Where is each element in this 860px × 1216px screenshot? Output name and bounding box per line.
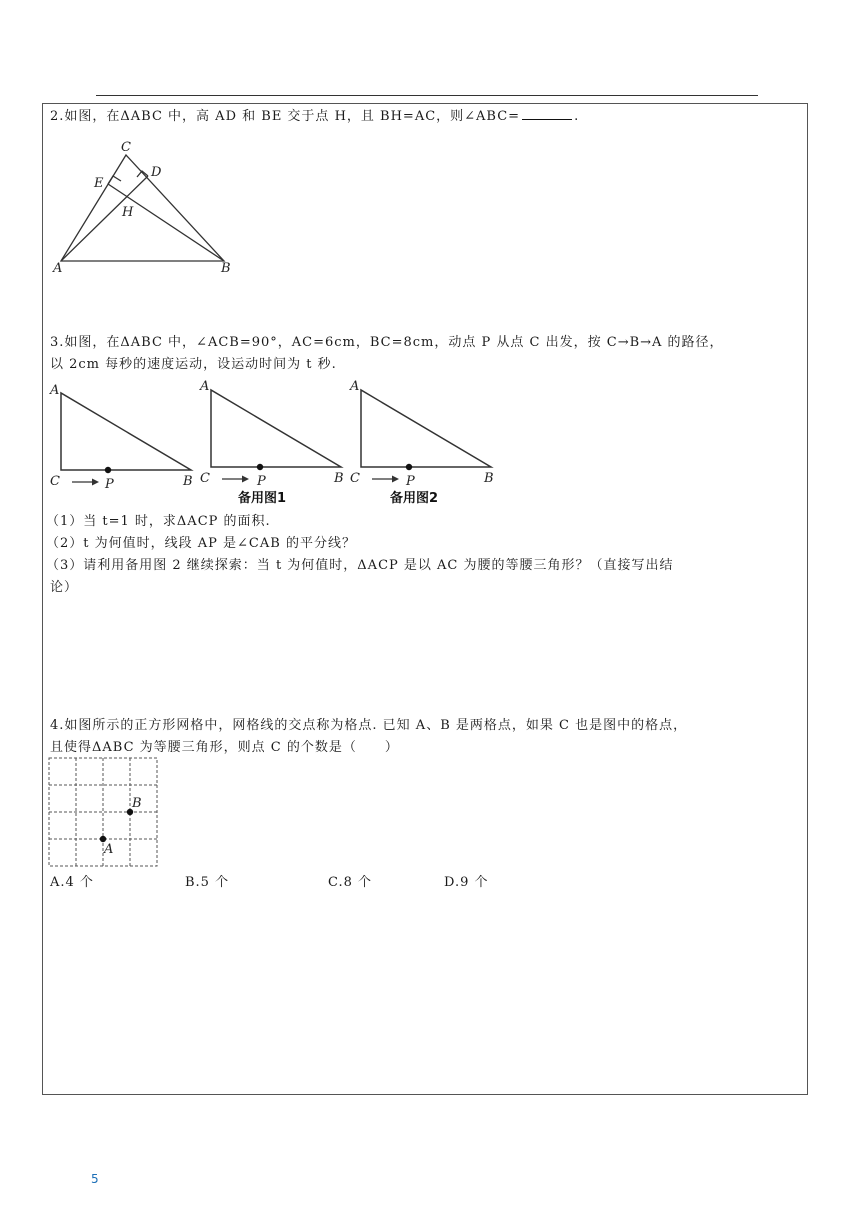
point-label-e: E (94, 176, 104, 191)
arrow-head-2 (242, 476, 249, 483)
question-3-line-2: 以 2cm 每秒的速度运动，设运动时间为 t 秒. (50, 357, 337, 372)
label-c-1: C (50, 474, 60, 489)
label-p-1: P (105, 477, 114, 492)
right-triangle-backup-1 (211, 390, 341, 467)
caption-backup-2: 备用图2 (390, 491, 439, 506)
point-p-1 (105, 467, 111, 473)
vertex-label-b: B (221, 261, 231, 276)
question-3-sub-1: （1）当 t=1 时，求ΔACP 的面积. (46, 514, 271, 529)
page-number: 5 (91, 1172, 99, 1186)
altitude-ad (61, 176, 148, 261)
label-c-3: C (350, 471, 360, 486)
point-label-h: H (122, 205, 134, 220)
label-a-2: A (200, 379, 210, 394)
question-3-line-1: 3.如图，在ΔABC 中，∠ACB=90°，AC=6cm，BC=8cm，动点 P 从点 C 出发，按 C→B→A 的路径， (50, 335, 724, 350)
point-label-d: D (151, 165, 162, 180)
option-c: C.8 个 (328, 875, 373, 890)
arrow-head-3 (392, 476, 399, 483)
label-p-2: P (257, 474, 266, 489)
question-2-stem: 2.如图，在ΔABC 中，高 AD 和 BE 交于点 H，且 BH=AC，则∠ABC= (50, 109, 521, 124)
right-angle-mark-e (108, 176, 121, 184)
arrow-head-1 (92, 479, 99, 486)
label-b-3: B (484, 471, 494, 486)
point-p-3 (406, 464, 412, 470)
question-4-line-2: 且使得ΔABC 为等腰三角形，则点 C 的个数是（ ） (50, 740, 399, 755)
right-triangle-backup-2 (361, 390, 491, 467)
label-a-1: A (50, 383, 60, 398)
square-grid (49, 758, 157, 866)
label-c-2: C (200, 471, 210, 486)
vertex-label-a: A (53, 261, 63, 276)
option-b: B.5 个 (185, 875, 230, 890)
option-a: A.4 个 (50, 875, 94, 890)
question-3-sub-2: （2）t 为何值时，线段 AP 是∠CAB 的平分线？ (46, 536, 356, 551)
label-b-1: B (183, 474, 193, 489)
altitude-be (108, 184, 224, 261)
caption-backup-1: 备用图1 (238, 491, 287, 506)
question-2-end: . (574, 109, 580, 124)
grid-label-a: A (104, 842, 114, 857)
question-3-sub-3b: 论） (50, 580, 79, 595)
question-3-sub-3a: （3）请利用备用图 2 继续探索：当 t 为何值时，ΔACP 是以 AC 为腰的等腰三角形？（直接写出结 (46, 558, 674, 573)
right-triangle-main (61, 393, 191, 470)
option-d: D.9 个 (444, 875, 489, 890)
label-p-3: P (406, 474, 415, 489)
grid-label-b: B (132, 796, 142, 811)
vertex-label-c: C (121, 140, 131, 155)
label-b-2: B (334, 471, 344, 486)
label-a-3: A (350, 379, 360, 394)
point-p-2 (257, 464, 263, 470)
question-4-line-1: 4.如图所示的正方形网格中，网格线的交点称为格点. 已知 A、B 是两格点，如果 C 也是图中的格点， (50, 718, 688, 733)
